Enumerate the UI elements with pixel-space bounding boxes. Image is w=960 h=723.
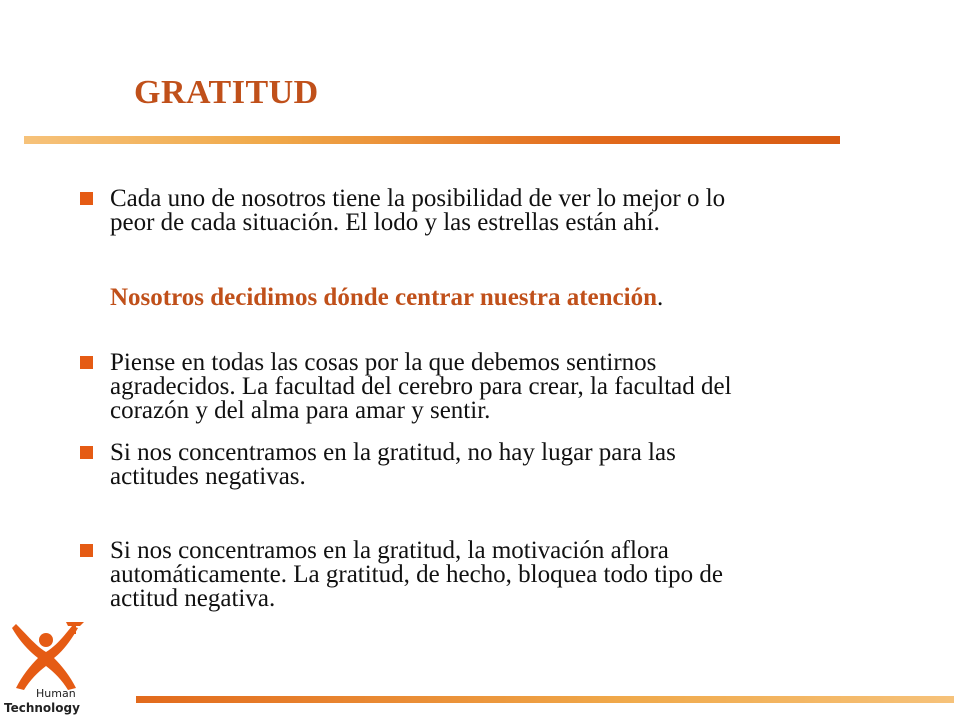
bullet-marker (80, 446, 93, 459)
bullet-marker (80, 356, 93, 369)
bullet-marker (80, 192, 93, 205)
emphasis-text: Nosotros decidimos dónde centrar nuestra atención (110, 284, 657, 311)
emphasis-line (110, 284, 663, 312)
bullet-text-4: Si nos concentramos en la gratitud, la motivación aflora automáticamente. La gratitud, de hecho, bloquea todo tipo de actitud negativa. (110, 537, 723, 612)
slide-title: GRATITUD (134, 74, 319, 111)
emphasis-period: . (656, 284, 664, 311)
title-divider (24, 136, 840, 144)
bullet-text-2: Piense en todas las cosas por la que debemos sentirnos agradecidos. La facultad del cerebro para crear, la facultad del corazón y del alma para amar y sentir. (110, 349, 732, 424)
bullet-text-1: Cada uno de nosotros tiene la posibilidad de ver lo mejor o lo peor de cada situación. El lodo y las estrellas están ahí. (110, 185, 726, 236)
bullet-text-3: Si nos concentramos en la gratitud, no hay lugar para las actitudes negativas. (110, 439, 676, 490)
logo-text-technology: Technology (4, 701, 80, 715)
human-technology-logo (6, 618, 116, 718)
footer-divider (136, 696, 954, 703)
bullet-marker (80, 544, 93, 557)
logo-text-human: Human (36, 687, 76, 700)
